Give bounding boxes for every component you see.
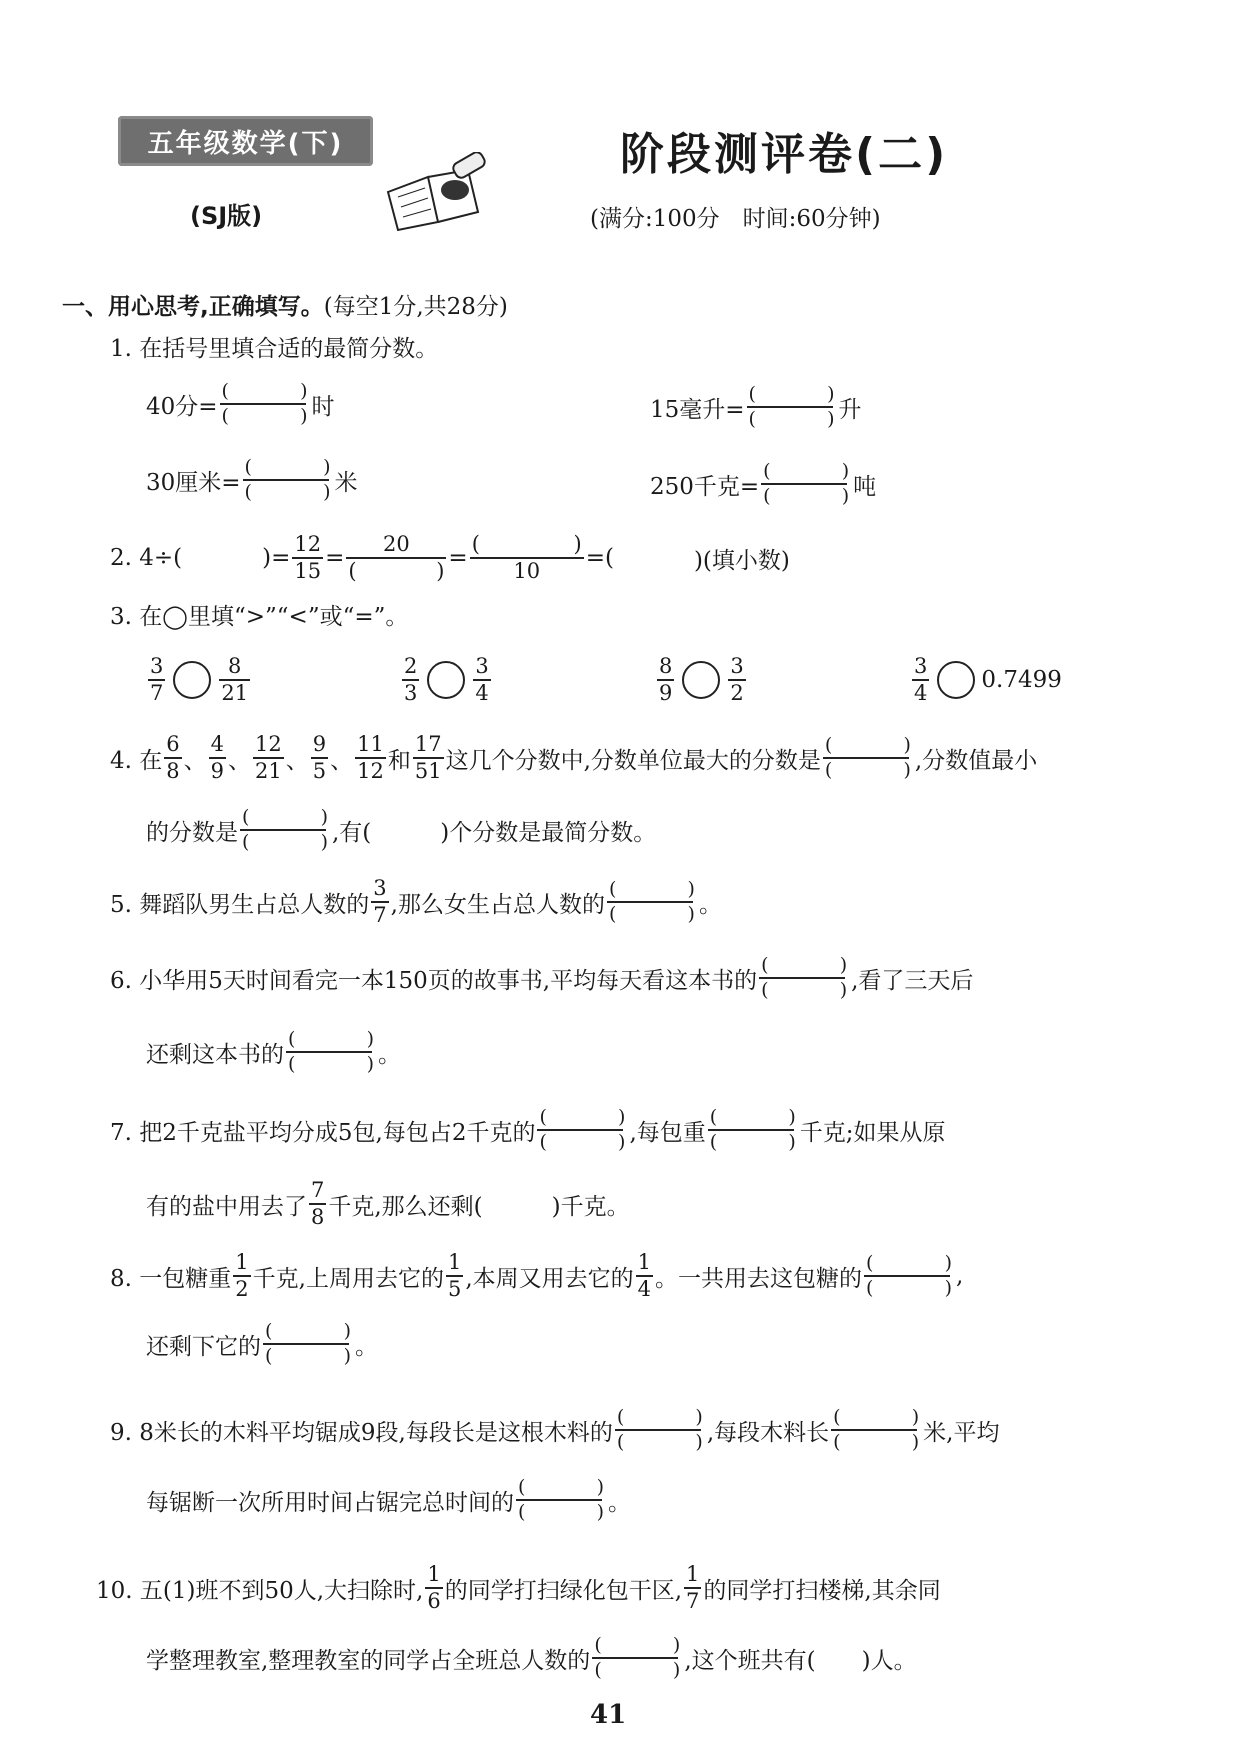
question-9-line2: 每锯断一次所用时间占锯完总时间的 ( ) ( ) 。 — [146, 1476, 631, 1523]
question-10-line1: 10. 五(1)班不到50人,大扫除时, 1 6 的同学打扫绿化包干区, 1 7 的同学打扫楼梯,其余同 — [96, 1562, 941, 1613]
q1-item-c — [146, 458, 358, 502]
q1-b-unit: 升 — [838, 396, 862, 423]
q1-stem: 1. 在括号里填合适的最简分数。 — [110, 336, 439, 362]
question-10-line2: 学整理教室,整理教室的同学占全班总人数的 ( ) ( ) ,这个班共有( )人。 — [146, 1634, 917, 1681]
question-4-line1: 4. 在 6 8 、 4 9 、 12 21 、 9 5 、 11 12 和 17 51 这几个分数中,分数单位最大的分数是 ( ) ( ) ,分数值最小 — [110, 732, 1038, 783]
q1-a-text: 40分= — [146, 393, 218, 420]
answer-blank[interactable]: ( ) ( ) — [608, 878, 695, 925]
q2-equals: = — [448, 545, 468, 571]
q1-d-text: 250千克= — [650, 473, 760, 500]
answer-blank[interactable]: ( ) ( ) — [288, 1028, 374, 1075]
fraction-blank-denominator[interactable]: 20 ( ) — [348, 532, 445, 583]
question-6-line1: 6. 小华用5天时间看完一本150页的故事书,平均每天看这本书的 ( ) ( ) ,看了三天后 — [110, 954, 974, 1001]
compare-circle[interactable] — [173, 661, 211, 699]
q1-a-unit: 时 — [311, 393, 335, 420]
answer-blank[interactable]: ( ) ( ) — [539, 1106, 626, 1153]
answer-blank[interactable]: ( ) ( ) — [866, 1252, 953, 1299]
answer-blank[interactable]: ( ) ( ) — [594, 1634, 681, 1681]
answer-blank[interactable]: ( ) ( ) — [824, 734, 911, 781]
question-7-line2: 有的盐中用去了 7 8 千克,那么还剩( )千克。 — [146, 1178, 630, 1229]
edition-label: (SJ版) — [190, 202, 263, 230]
question-7-line1: 7. 把2千克盐平均分成5包,每包占2千克的 ( ) ( ) ,每包重 ( ) ( ) 千克;如果从原 — [110, 1106, 946, 1153]
question-2 — [110, 534, 790, 582]
q2-text: =( — [585, 545, 614, 571]
q3-item-2: 2 3 3 4 — [404, 654, 489, 705]
q3-decimal: 0.7499 — [981, 667, 1062, 693]
question-1-stem — [110, 330, 438, 363]
q2-equals: = — [325, 545, 345, 571]
answer-blank[interactable]: ( ) ( ) — [265, 1320, 351, 1367]
q3-item-1: 3 7 8 21 — [150, 654, 249, 705]
fraction-blank-numerator[interactable]: ( ) 10 — [471, 532, 582, 583]
section-heading — [62, 288, 508, 321]
q1-c-unit: 米 — [334, 469, 358, 496]
answer-blank[interactable]: ( ) ( ) — [748, 383, 835, 430]
fraction: 12 15 — [294, 532, 322, 583]
exam-info: (满分:100分 时间:60分钟) — [590, 206, 881, 232]
q2-number: 2. — [110, 545, 132, 571]
answer-blank[interactable]: ( ) ( ) — [518, 1476, 604, 1523]
q1-item-d — [650, 462, 876, 506]
q1-b-text: 15毫升= — [650, 396, 745, 423]
section-title: 一、用心思考,正确填写。 — [62, 294, 324, 320]
question-3-stem — [110, 598, 408, 631]
q1-item-b — [650, 385, 862, 429]
q3-item-4: 3 4 0.7499 — [914, 654, 1062, 705]
question-8-line2: 还剩下它的 ( ) ( ) 。 — [146, 1320, 378, 1367]
page-title: 阶段测评卷(二) — [620, 129, 949, 180]
q1-c-text: 30厘米= — [146, 469, 241, 496]
question-8-line1: 8. 一包糖重 1 2 千克,上周用去它的 1 5 ,本周又用去它的 1 4 。一共用去这包糖的 ( ) ( ) , — [110, 1250, 964, 1301]
q3-item-3: 8 9 3 2 — [659, 654, 744, 705]
answer-blank[interactable]: ( ) ( ) — [763, 460, 850, 507]
answer-blank[interactable]: ( ) ( ) — [833, 1406, 920, 1453]
answer-blank[interactable]: ( ) ( ) — [244, 456, 331, 503]
grade-badge: 五年级数学(下) — [118, 116, 373, 166]
q1-item-a — [146, 382, 335, 426]
compare-circle[interactable] — [427, 661, 465, 699]
page-number: 41 — [590, 1700, 627, 1730]
q3-stem: 3. 在◯里填“>”“<”或“=”。 — [110, 604, 409, 630]
q1-d-unit: 吨 — [853, 473, 877, 500]
answer-blank[interactable]: ( ) ( ) — [616, 1406, 703, 1453]
question-4-line2: 的分数是 ( ) ( ) ,有( )个分数是最简分数。 — [146, 806, 657, 853]
q2-text: )(填小数) — [693, 547, 790, 574]
answer-blank[interactable]: ( ) ( ) — [709, 1106, 796, 1153]
question-5: 5. 舞蹈队男生占总人数的 3 7 ,那么女生占总人数的 ( ) ( ) 。 — [110, 876, 722, 927]
compare-circle[interactable] — [937, 661, 975, 699]
book-illustration-icon — [383, 152, 493, 232]
question-6-line2: 还剩这本书的 ( ) ( ) 。 — [146, 1028, 401, 1075]
q2-text: )= — [262, 545, 291, 571]
section-points: (每空1分,共28分) — [323, 294, 508, 320]
q2-text: 4÷( — [139, 545, 183, 571]
question-9-line1: 9. 8米长的木料平均锯成9段,每段长是这根木料的 ( ) ( ) ,每段木料长 ( ) ( ) 米,平均 — [110, 1406, 1000, 1453]
answer-blank[interactable]: ( ) ( ) — [221, 380, 308, 427]
answer-blank[interactable]: ( ) ( ) — [242, 806, 328, 853]
compare-circle[interactable] — [682, 661, 720, 699]
answer-blank[interactable]: ( ) ( ) — [761, 954, 848, 1001]
